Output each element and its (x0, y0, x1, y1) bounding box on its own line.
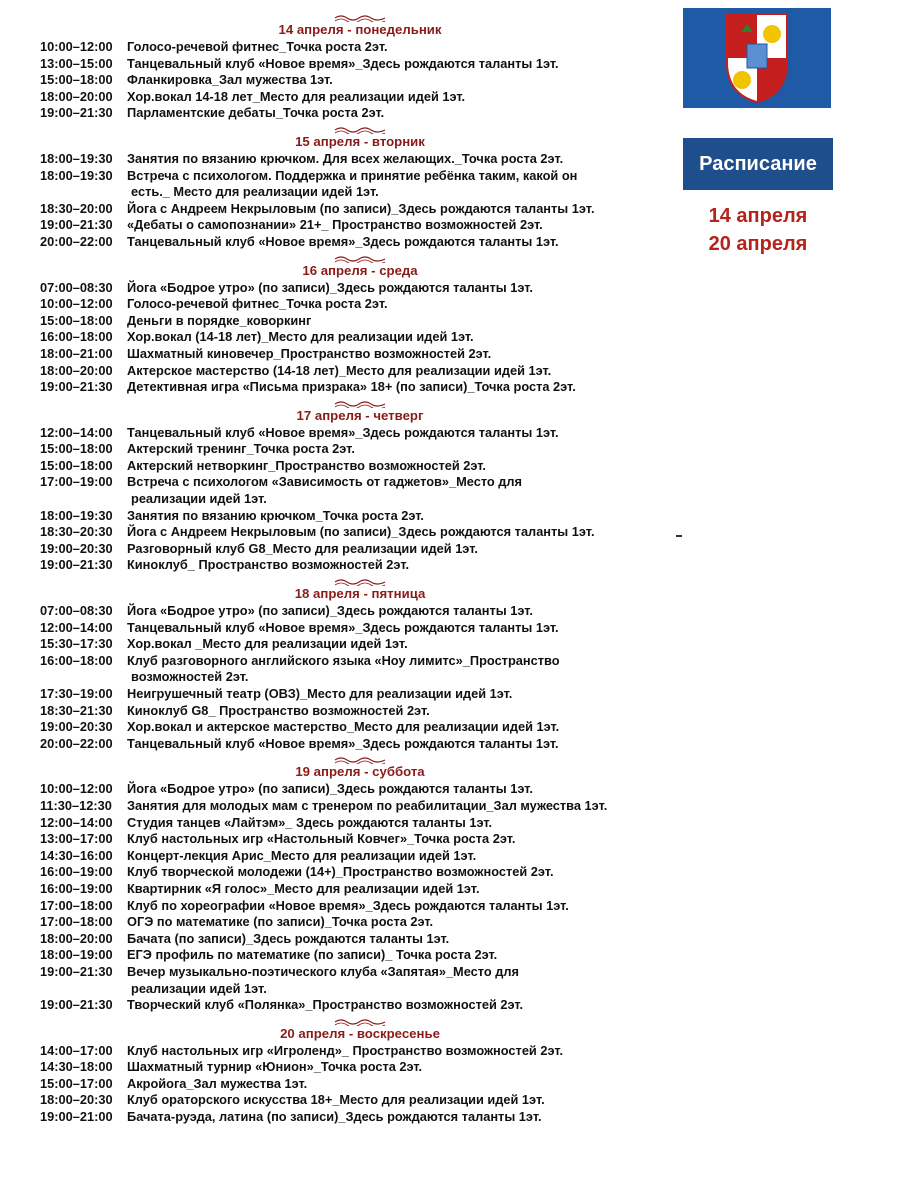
event-text: Занятия для молодых мам с тренером по реабилитации_Зал мужества 1эт. (127, 797, 608, 813)
event-text: Квартирник «Я голос»_Место для реализации идей 1эт. (127, 880, 480, 896)
event-time: 17:00–18:00 (40, 897, 113, 913)
event-text: Клуб по хореографии «Новое время»_Здесь рождаются таланты 1эт. (127, 897, 569, 913)
event-text: Клуб ораторского искусства 18+_Место для реализации идей 1эт. (127, 1092, 545, 1108)
event-row (40, 603, 680, 620)
event-time: 18:00–20:00 (40, 362, 113, 378)
wave-divider-icon (334, 1018, 386, 1026)
event-description (125, 831, 680, 848)
event-row (40, 541, 680, 558)
side-panel (683, 8, 833, 258)
event-time: 16:00–19:00 (40, 880, 113, 896)
day-block (40, 255, 680, 396)
schedule (40, 14, 680, 1126)
event-description (125, 524, 680, 541)
wave-divider-icon (334, 400, 386, 408)
event-row (40, 997, 680, 1014)
event-row (40, 1076, 680, 1093)
event-text: Танцевальный клуб «Новое время»_Здесь рождаются таланты 1эт. (127, 619, 559, 635)
event-row (40, 89, 680, 106)
city-emblem-icon (683, 8, 831, 108)
event-text: Голосо-речевой фитнес_Точка роста 2эт. (127, 39, 388, 54)
event-time: 19:00–21:30 (40, 963, 113, 979)
event-description (125, 541, 680, 558)
event-time: 07:00–08:30 (40, 603, 113, 619)
event-row (40, 798, 680, 815)
day-block (40, 578, 680, 752)
event-row (40, 719, 680, 736)
event-description (125, 1109, 680, 1126)
event-row (40, 234, 680, 251)
event-row (40, 346, 680, 363)
event-description (125, 346, 680, 363)
event-time: 18:30–20:00 (40, 200, 113, 216)
wave-divider-icon (334, 14, 386, 22)
event-time: 10:00–12:00 (40, 781, 113, 797)
event-time: 18:00–20:00 (40, 88, 113, 104)
event-time: 16:00–19:00 (40, 864, 113, 880)
event-text: Клуб разговорного английского языка «Ноу лимитс»_Пространство (127, 652, 560, 668)
event-description (125, 931, 680, 948)
event-time: 18:30–20:30 (40, 524, 113, 540)
event-text: Неигрушечный театр (ОВЗ)_Место для реализации идей 1эт. (127, 686, 513, 701)
event-time: 17:00–18:00 (40, 914, 113, 930)
event-row (40, 831, 680, 848)
event-description (125, 703, 680, 720)
event-description (125, 105, 680, 122)
wave-divider-icon (334, 756, 386, 764)
event-text: Деньги в порядке_коворкинг (127, 312, 312, 328)
event-row (40, 39, 680, 56)
event-text: Голосо-речевой фитнес_Точка роста 2эт. (127, 296, 388, 312)
event-time: 14:00–17:00 (40, 1042, 113, 1058)
event-text: Шахматный турнир «Юнион»_Точка роста 2эт. (127, 1059, 423, 1075)
event-description (125, 848, 680, 865)
event-description (125, 964, 680, 997)
event-text: Бачата-руэда, латина (по записи)_Здесь рождаются таланты 1эт. (127, 1109, 542, 1125)
event-row (40, 636, 680, 653)
event-row (40, 379, 680, 396)
event-text: Хор.вокал и актерское мастерство_Место для реализации идей 1эт. (127, 719, 560, 735)
event-description (125, 296, 680, 313)
event-row (40, 964, 680, 997)
event-time: 15:30–17:30 (40, 636, 113, 652)
event-text: Фланкировка_Зал мужества 1эт. (127, 72, 333, 88)
event-row (40, 703, 680, 720)
event-text: Актерское мастерство (14-18 лет)_Место для реализации идей 1эт. (127, 362, 552, 378)
event-text-continuation: возможностей 2эт. (131, 669, 249, 685)
event-description (125, 881, 680, 898)
event-time: 11:30–12:30 (40, 797, 112, 813)
event-text: Клуб творческой молодежи (14+)_Пространство возможностей 2эт. (127, 864, 554, 880)
event-description (125, 168, 680, 201)
event-text: Встреча с психологом «Зависимость от гаджетов»_Место для (127, 474, 523, 490)
event-row (40, 898, 680, 915)
event-row (40, 524, 680, 541)
day-title: 14 апреля - понедельник (278, 22, 442, 37)
event-description (125, 636, 680, 653)
day-block (40, 400, 680, 574)
event-text: Хор.вокал 14-18 лет_Место для реализации идей 1эт. (127, 88, 466, 104)
event-description (125, 557, 680, 574)
event-text: Танцевальный клуб «Новое время»_Здесь рождаются таланты 1эт. (127, 424, 559, 440)
event-description (125, 603, 680, 620)
divider-dash (676, 535, 682, 537)
event-row (40, 474, 680, 507)
event-row (40, 686, 680, 703)
event-text: Танцевальный клуб «Новое время»_Здесь рождаются таланты 1эт. (127, 55, 559, 71)
event-description (125, 280, 680, 297)
event-text: «Дебаты о самопознании» 21+_ Пространство возможностей 2эт. (127, 217, 543, 233)
wave-divider-icon (334, 126, 386, 134)
event-row (40, 781, 680, 798)
event-text: Акройога_Зал мужества 1эт. (127, 1075, 308, 1091)
event-time: 19:00–21:30 (40, 105, 113, 121)
event-text: Йога с Андреем Некрыловым (по записи)_Здесь рождаются таланты 1эт. (127, 200, 595, 216)
event-description (125, 736, 680, 753)
event-time: 12:00–14:00 (40, 814, 113, 830)
event-row (40, 1109, 680, 1126)
event-text: Танцевальный клуб «Новое время»_Здесь рождаются таланты 1эт. (127, 233, 559, 249)
event-row (40, 947, 680, 964)
event-text: Творческий клуб «Полянка»_Пространство возможностей 2эт. (127, 997, 524, 1013)
event-time: 13:00–15:00 (40, 55, 113, 71)
event-description (125, 798, 680, 815)
event-text: Йога «Бодрое утро» (по записи)_Здесь рождаются таланты 1эт. (127, 279, 533, 295)
day-block (40, 126, 680, 251)
event-time: 19:00–20:30 (40, 540, 113, 556)
day-block (40, 14, 680, 122)
day-title: 16 апреля - среда (302, 262, 418, 278)
event-time: 19:00–21:00 (40, 1109, 113, 1125)
event-row (40, 151, 680, 168)
event-description (125, 620, 680, 637)
event-description (125, 234, 680, 251)
event-row (40, 653, 680, 686)
event-description (125, 864, 680, 881)
event-text: Занятия по вязанию крючком. Для всех желающих._Точка роста 2эт. (127, 150, 564, 166)
event-text: ОГЭ по математике (по записи)_Точка роста 2эт. (127, 914, 434, 930)
event-text-continuation: реализации идей 1эт. (131, 980, 267, 996)
schedule-title: Расписание (683, 138, 833, 190)
event-time: 12:00–14:00 (40, 619, 113, 635)
event-description (125, 56, 680, 73)
day-title: 15 апреля - вторник (295, 133, 425, 149)
event-row (40, 1092, 680, 1109)
day-title: 20 апреля - воскресенье (280, 1025, 440, 1041)
event-text: Киноклуб G8_ Пространство возможностей 2эт. (127, 702, 430, 718)
event-text-continuation: есть._ Место для реализации идей 1эт. (131, 184, 379, 200)
event-time: 15:00–18:00 (40, 441, 113, 457)
event-description (125, 89, 680, 106)
event-time: 07:00–08:30 (40, 279, 113, 295)
event-description (125, 313, 680, 330)
event-time: 19:00–21:30 (40, 379, 113, 395)
event-description (125, 329, 680, 346)
event-time: 15:00–17:00 (40, 1075, 113, 1091)
event-row (40, 848, 680, 865)
event-time: 18:30–21:30 (40, 702, 113, 718)
event-row (40, 815, 680, 832)
event-text: Встреча с психологом. Поддержка и принятие ребёнка таким, какой он (127, 167, 578, 183)
event-time: 16:00–18:00 (40, 652, 113, 668)
day-title: 18 апреля - пятница (294, 586, 426, 602)
event-description (125, 914, 680, 931)
event-time: 14:30–18:00 (40, 1059, 113, 1075)
event-time: 13:00–17:00 (40, 831, 113, 847)
event-time: 18:00–19:30 (40, 150, 113, 166)
event-text: Йога с Андреем Некрыловым (по записи)_Здесь рождаются таланты 1эт. (127, 524, 595, 540)
event-description (125, 1059, 680, 1076)
event-row (40, 201, 680, 218)
day-block (40, 756, 680, 1013)
event-time: 18:00–20:00 (40, 930, 113, 946)
event-description (125, 947, 680, 964)
event-description (125, 39, 680, 56)
event-row (40, 508, 680, 525)
event-description (125, 653, 680, 686)
event-row (40, 217, 680, 234)
event-row (40, 736, 680, 753)
event-description (125, 1092, 680, 1109)
event-time: 12:00–14:00 (40, 424, 113, 440)
event-row (40, 620, 680, 637)
event-description (125, 72, 680, 89)
wave-divider-icon (334, 578, 386, 586)
event-time: 18:00–21:00 (40, 345, 113, 361)
event-text: Шахматный киновечер_Пространство возможностей 2эт. (127, 345, 492, 361)
event-description (125, 1076, 680, 1093)
event-text: Вечер музыкально-поэтического клуба «Запятая»_Место для (127, 963, 519, 979)
event-row (40, 881, 680, 898)
event-text: Занятия по вязанию крючком_Точка роста 2эт. (127, 507, 424, 523)
event-description (125, 508, 680, 525)
event-description (125, 201, 680, 218)
event-text: Клуб настольных игр «Настольный Ковчег»_Точка роста 2эт. (127, 831, 516, 847)
event-description (125, 781, 680, 798)
day-title: 17 апреля - четверг (296, 407, 424, 423)
event-row (40, 1043, 680, 1060)
event-description (125, 425, 680, 442)
event-row (40, 105, 680, 122)
date-range (683, 202, 833, 258)
event-row (40, 914, 680, 931)
event-time: 18:00–19:00 (40, 947, 113, 963)
event-row (40, 1059, 680, 1076)
event-text: Актерский нетворкинг_Пространство возможностей 2эт. (127, 457, 486, 473)
event-text: Клуб настольных игр «Игроленд»_ Пространство возможностей 2эт. (127, 1042, 564, 1058)
event-row (40, 425, 680, 442)
event-description (125, 151, 680, 168)
event-time: 19:00–21:30 (40, 217, 113, 233)
event-time: 16:00–18:00 (40, 329, 113, 345)
event-description (125, 441, 680, 458)
event-time: 17:30–19:00 (40, 686, 113, 701)
wave-divider-icon (334, 255, 386, 263)
event-row (40, 56, 680, 73)
event-text: Йога «Бодрое утро» (по записи)_Здесь рождаются таланты 1эт. (127, 781, 533, 797)
event-time: 19:00–21:30 (40, 997, 113, 1013)
event-text: Танцевальный клуб «Новое время»_Здесь рождаются таланты 1эт. (127, 735, 559, 751)
day-block (40, 1018, 680, 1126)
event-time: 18:00–20:30 (40, 1092, 113, 1108)
event-text: Актерский тренинг_Точка роста 2эт. (127, 441, 355, 457)
event-description (125, 474, 680, 507)
event-row (40, 441, 680, 458)
event-description (125, 379, 680, 396)
event-row (40, 931, 680, 948)
event-description (125, 217, 680, 234)
event-time: 20:00–22:00 (40, 233, 113, 249)
event-time: 15:00–18:00 (40, 457, 113, 473)
event-row (40, 296, 680, 313)
event-time: 18:00–19:30 (40, 167, 113, 183)
event-time: 17:00–19:00 (40, 474, 113, 490)
event-text: Детективная игра «Письма призрака» 18+ (по записи)_Точка роста 2эт. (127, 379, 576, 395)
date-to: 20 апреля (708, 233, 808, 255)
event-text: Киноклуб_ Пространство возможностей 2эт. (127, 557, 410, 573)
event-row (40, 72, 680, 89)
event-text: ЕГЭ профиль по математике (по записи)_ Точка роста 2эт. (127, 947, 498, 963)
event-text: Йога «Бодрое утро» (по записи)_Здесь рождаются таланты 1эт. (127, 603, 533, 619)
event-description (125, 686, 680, 703)
event-time: 14:30–16:00 (40, 847, 113, 863)
event-text: Хор.вокал _Место для реализации идей 1эт. (127, 636, 408, 652)
event-time: 10:00–12:00 (40, 39, 113, 54)
event-description (125, 719, 680, 736)
event-text: Бачата (по записи)_Здесь рождаются таланты 1эт. (127, 930, 450, 946)
event-description (125, 363, 680, 380)
date-from: 14 апреля (708, 205, 808, 227)
event-description (125, 458, 680, 475)
event-time: 18:00–19:30 (40, 507, 113, 523)
event-row (40, 313, 680, 330)
event-description (125, 898, 680, 915)
event-time: 15:00–18:00 (40, 72, 113, 88)
event-row (40, 864, 680, 881)
event-time: 15:00–18:00 (40, 312, 113, 328)
event-row (40, 168, 680, 201)
event-time: 10:00–12:00 (40, 296, 113, 312)
event-description (125, 997, 680, 1014)
event-text: Разговорный клуб G8_Место для реализации идей 1эт. (127, 540, 478, 556)
event-text: Хор.вокал (14-18 лет)_Место для реализации идей 1эт. (127, 329, 474, 345)
event-description (125, 1043, 680, 1060)
day-title: 19 апреля - суббота (295, 764, 425, 780)
event-text: Парламентские дебаты_Точка роста 2эт. (127, 105, 385, 121)
event-row (40, 280, 680, 297)
event-row (40, 458, 680, 475)
event-row (40, 363, 680, 380)
event-time: 19:00–20:30 (40, 719, 113, 735)
event-description (125, 815, 680, 832)
event-text: Студия танцев «Лайтэм»_ Здесь рождаются таланты 1эт. (127, 814, 493, 830)
event-row (40, 557, 680, 574)
event-time: 20:00–22:00 (40, 735, 113, 751)
event-row (40, 329, 680, 346)
event-text-continuation: реализации идей 1эт. (131, 491, 267, 507)
event-time: 19:00–21:30 (40, 557, 113, 573)
event-text: Концерт-лекция Арис_Место для реализации идей 1эт. (127, 847, 477, 863)
